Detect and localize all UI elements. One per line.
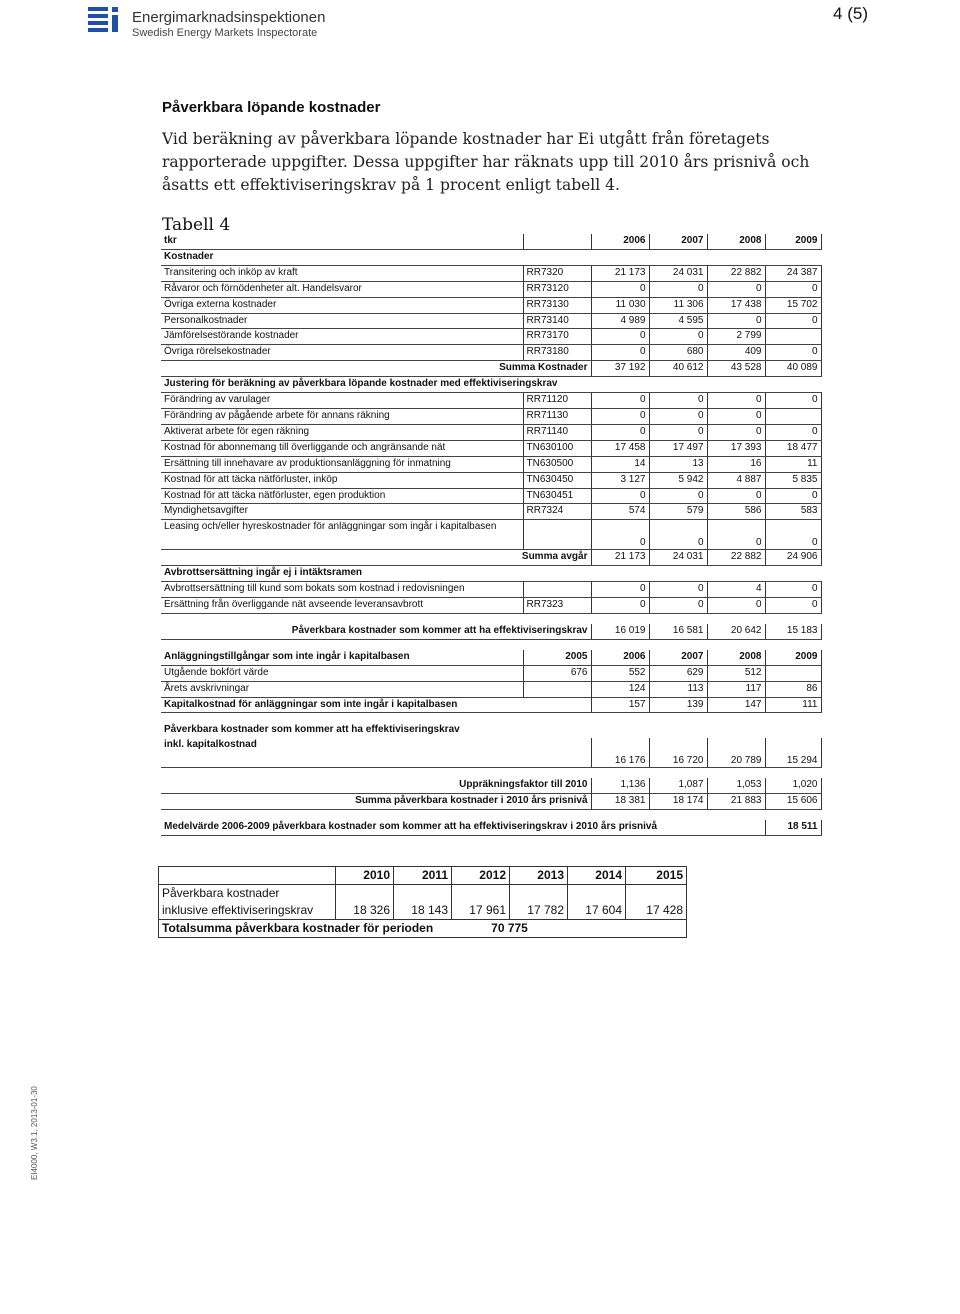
table-cell: Årets avskrivningar <box>161 681 523 697</box>
table-cell: 0 <box>765 345 821 361</box>
table-cell: Summa avgår <box>161 550 591 566</box>
table-cell: 11 <box>765 456 821 472</box>
table-cell: 15 606 <box>765 794 821 810</box>
table-cell: 0 <box>649 424 707 440</box>
table-cell: 43 528 <box>707 361 765 377</box>
table-cell: 16 176 <box>591 738 649 768</box>
table-cell: Utgående bokfört värde <box>161 665 523 681</box>
table-cell: 2005 <box>523 650 591 665</box>
table-cell: 1,020 <box>765 778 821 793</box>
table-cell: 16 720 <box>649 738 707 768</box>
table-row <box>161 440 821 456</box>
table-cell: 1,053 <box>707 778 765 793</box>
table-cell: 17 438 <box>707 297 765 313</box>
table-cell: 2007 <box>649 234 707 249</box>
table-cell: Aktiverat arbete för egen räkning <box>161 424 523 440</box>
ei-logo-icon <box>88 5 122 39</box>
table-cell: 0 <box>765 393 821 409</box>
table-cell: 0 <box>591 598 649 614</box>
table-cell: TN630500 <box>523 456 591 472</box>
table-cell: RR73140 <box>523 313 591 329</box>
table-cell: 0 <box>591 281 649 297</box>
table-cell: 0 <box>649 598 707 614</box>
table-cell: 24 387 <box>765 265 821 281</box>
table-cell: 20 789 <box>707 738 765 768</box>
period-total-row <box>159 920 687 938</box>
table-cell: 2006 <box>591 234 649 249</box>
table-row <box>161 504 821 520</box>
table-cell: RR73130 <box>523 297 591 313</box>
table-cell: 2009 <box>765 650 821 665</box>
kapital-row <box>161 697 821 713</box>
intro-paragraph: Vid beräkning av påverkbara löpande kostnader har Ei utgått från företagets rapporterade uppgifter. Dessa uppgifter har räknats upp till 2010 års prisnivå och åsatts ett effektiviseringskrav på 1 procent enligt tabell 4. <box>162 130 810 194</box>
table-cell: 0 <box>649 393 707 409</box>
table-cell: 40 089 <box>765 361 821 377</box>
table-cell: 409 <box>707 345 765 361</box>
table-cell: Justering för beräkning av påverkbara löpande kostnader med effektiviseringskrav <box>161 377 821 393</box>
summa-kostnader-row <box>161 361 821 377</box>
table-cell: 0 <box>591 488 649 504</box>
table-cell: 18 511 <box>765 820 821 835</box>
table-cell <box>765 665 821 681</box>
empty-cell <box>161 713 821 724</box>
table-cell <box>523 520 591 550</box>
org-name: Energimarknadsinspektionen <box>132 9 326 26</box>
empty-cell <box>161 613 821 624</box>
table-cell: 5 942 <box>649 472 707 488</box>
period-values-row <box>159 902 687 920</box>
table-cell: RR7320 <box>523 265 591 281</box>
table-cell: 14 <box>591 456 649 472</box>
org-subtitle: Swedish Energy Markets Inspectorate <box>132 27 318 39</box>
table-cell: 0 <box>707 598 765 614</box>
table-cell: Ersättning från överliggande nät avseende leveransavbrott <box>161 598 523 614</box>
table-cell: Avbrottsersättning ingår ej i intäktsramen <box>161 566 821 582</box>
table-cell: 111 <box>765 697 821 713</box>
leasing-row <box>161 520 821 550</box>
table-cell: 0 <box>765 424 821 440</box>
empty-cell <box>161 768 821 779</box>
table-row <box>161 313 821 329</box>
spacer-row <box>161 639 821 650</box>
table-cell: 0 <box>707 393 765 409</box>
table-cell: Transitering och inköp av kraft <box>161 265 523 281</box>
table-cell: 117 <box>707 681 765 697</box>
table-cell: 24 031 <box>649 265 707 281</box>
table-cell: TN630100 <box>523 440 591 456</box>
table-cell: 0 <box>765 488 821 504</box>
table-cell: 13 <box>649 456 707 472</box>
table-cell: 0 <box>707 408 765 424</box>
table-cell: 22 882 <box>707 550 765 566</box>
table-cell: Förändring av varulager <box>161 393 523 409</box>
table-cell: 0 <box>765 598 821 614</box>
value-cell: 17 961 <box>452 902 510 920</box>
table-cell: 0 <box>649 582 707 598</box>
table-cell: 17 393 <box>707 440 765 456</box>
table-cell: Kostnad för abonnemang till överliggande och angränsande nät <box>161 440 523 456</box>
table-cell: 0 <box>591 520 649 550</box>
table-cell: Myndighetsavgifter <box>161 504 523 520</box>
table-cell: 18 381 <box>591 794 649 810</box>
table-cell: Kostnad för att täcka nätförluster, egen produktion <box>161 488 523 504</box>
table-cell: RR73120 <box>523 281 591 297</box>
table-cell: 16 019 <box>591 624 649 639</box>
value-cell: 17 604 <box>568 902 626 920</box>
table-cell: 3 127 <box>591 472 649 488</box>
table-cell: 157 <box>591 697 649 713</box>
table-row <box>161 265 821 281</box>
table-row <box>161 424 821 440</box>
table-cell: 2008 <box>707 650 765 665</box>
value-cell: 17 782 <box>510 902 568 920</box>
table-cell: tkr <box>161 234 523 249</box>
table-cell: 22 882 <box>707 265 765 281</box>
table-cell: 0 <box>707 424 765 440</box>
period-header-row <box>159 867 687 885</box>
inkl-row <box>161 738 821 768</box>
table-cell: 2008 <box>707 234 765 249</box>
table-cell: 0 <box>591 582 649 598</box>
table-cell: 0 <box>707 313 765 329</box>
table-cell: 5 835 <box>765 472 821 488</box>
table-cell: RR71120 <box>523 393 591 409</box>
empty-cell <box>161 639 821 650</box>
table-cell: 40 612 <box>649 361 707 377</box>
table-row <box>161 488 821 504</box>
medel-row <box>161 820 821 835</box>
table-row <box>161 281 821 297</box>
table-cell: 15 294 <box>765 738 821 768</box>
summa-avgar-row <box>161 550 821 566</box>
table-cell: 0 <box>649 329 707 345</box>
table-cell: 629 <box>649 665 707 681</box>
table-cell: RR73170 <box>523 329 591 345</box>
spacer-row <box>161 768 821 779</box>
table-cell: Ersättning till innehavare av produktionsanläggning för inmatning <box>161 456 523 472</box>
table-row <box>161 472 821 488</box>
table-cell: 552 <box>591 665 649 681</box>
table-cell: Avbrottsersättning till kund som bokats som kostnad i redovisningen <box>161 582 523 598</box>
table-cell: 0 <box>649 281 707 297</box>
table-cell: 0 <box>591 408 649 424</box>
table-row <box>161 393 821 409</box>
table-cell: Övriga externa kostnader <box>161 297 523 313</box>
year-cell: 2014 <box>568 867 626 885</box>
table-cell: 1,136 <box>591 778 649 793</box>
table-cell: 17 497 <box>649 440 707 456</box>
table-cell: 11 030 <box>591 297 649 313</box>
table-cell <box>523 234 591 249</box>
table-row <box>161 329 821 345</box>
table-cell: 18 174 <box>649 794 707 810</box>
table-cell: 0 <box>649 520 707 550</box>
table-cell: 676 <box>523 665 591 681</box>
table-cell: 0 <box>649 488 707 504</box>
table-cell: 0 <box>765 313 821 329</box>
table-cell: 0 <box>591 345 649 361</box>
table-cell: 15 702 <box>765 297 821 313</box>
table-cell: 4 887 <box>707 472 765 488</box>
table-cell: Övriga rörelsekostnader <box>161 345 523 361</box>
table-cell: Leasing och/eller hyreskostnader för anläggningar som ingår i kapitalbasen <box>161 520 523 550</box>
table-cell: 583 <box>765 504 821 520</box>
table-cell: 147 <box>707 697 765 713</box>
table-cell: 0 <box>707 488 765 504</box>
document-reference: EI4000, W3.1, 2013-01-30 <box>30 1086 39 1180</box>
table-cell: 0 <box>591 393 649 409</box>
period-label: inklusive effektiviseringskrav <box>159 902 336 920</box>
table-cell: 680 <box>649 345 707 361</box>
table-cell: 0 <box>591 329 649 345</box>
page-number: 4 (5) <box>833 4 868 23</box>
table-cell <box>765 408 821 424</box>
table-cell: 4 595 <box>649 313 707 329</box>
table-cell: 0 <box>591 424 649 440</box>
table-row <box>161 598 821 614</box>
table-cell: RR71140 <box>523 424 591 440</box>
total-value: 70 775 <box>491 921 528 935</box>
table-cell: Kostnader <box>161 249 821 265</box>
table-cell: 24 031 <box>649 550 707 566</box>
table-cell: 0 <box>765 520 821 550</box>
table-cell: 2009 <box>765 234 821 249</box>
table-cell: 0 <box>765 582 821 598</box>
table-cell: 124 <box>591 681 649 697</box>
table-cell: 20 642 <box>707 624 765 639</box>
spacer-row <box>161 810 821 821</box>
table-cell: Personalkostnader <box>161 313 523 329</box>
table-cell: 21 173 <box>591 550 649 566</box>
table-cell: Anläggningstillgångar som inte ingår i kapitalbasen <box>161 650 523 665</box>
table-cell: 113 <box>649 681 707 697</box>
section-heading: Påverkbara löpande kostnader <box>162 99 381 116</box>
table-cell: Summa Kostnader <box>161 361 591 377</box>
table-row <box>161 297 821 313</box>
table-cell: Påverkbara kostnader som kommer att ha effektiviseringskrav <box>161 624 591 639</box>
uppraknings-row <box>161 778 821 793</box>
table-cell: 21 883 <box>707 794 765 810</box>
table-cell: Påverkbara kostnader som kommer att ha effektiviseringskrav <box>164 724 460 736</box>
table-header-row <box>161 234 821 249</box>
table-cell: Jämförelsestörande kostnader <box>161 329 523 345</box>
table-cell: 0 <box>765 281 821 297</box>
table-cell: 24 906 <box>765 550 821 566</box>
table-cell <box>765 329 821 345</box>
table-title: Tabell 4 <box>162 215 231 235</box>
table-cell: 1,087 <box>649 778 707 793</box>
table-cell: 2006 <box>591 650 649 665</box>
year-cell: 2015 <box>626 867 687 885</box>
period-label: Påverkbara kostnader <box>159 885 336 903</box>
value-cell: 17 428 <box>626 902 687 920</box>
table-cell: 2007 <box>649 650 707 665</box>
anl-header-row <box>161 650 821 665</box>
cost-table <box>161 234 822 836</box>
year-cell: 2011 <box>394 867 452 885</box>
table-cell: 139 <box>649 697 707 713</box>
table-row <box>161 681 821 697</box>
table-row <box>161 456 821 472</box>
table-cell <box>523 582 591 598</box>
table-cell: inkl. kapitalkostnad <box>161 738 591 768</box>
table-cell: 512 <box>707 665 765 681</box>
table-cell: 16 581 <box>649 624 707 639</box>
table-cell: 586 <box>707 504 765 520</box>
table-cell: RR73180 <box>523 345 591 361</box>
table-cell: 86 <box>765 681 821 697</box>
table-row <box>161 345 821 361</box>
section-label-row <box>161 377 821 393</box>
table-cell: 4 989 <box>591 313 649 329</box>
inkl-label-row <box>161 723 821 738</box>
table-cell: 11 306 <box>649 297 707 313</box>
paverkbara-row <box>161 624 821 639</box>
table-cell: 574 <box>591 504 649 520</box>
table-cell: RR7323 <box>523 598 591 614</box>
empty-cell <box>161 810 821 821</box>
table-cell: TN630451 <box>523 488 591 504</box>
table-cell: Summa påverkbara kostnader i 2010 års prisnivå <box>161 794 591 810</box>
table-cell: 0 <box>707 520 765 550</box>
table-cell: RR7324 <box>523 504 591 520</box>
table-row <box>161 665 821 681</box>
section-label-row <box>161 566 821 582</box>
table-cell: 15 183 <box>765 624 821 639</box>
table-cell: 4 <box>707 582 765 598</box>
table-row <box>161 408 821 424</box>
table-cell: Kostnad för att täcka nätförluster, inköp <box>161 472 523 488</box>
section-label-row <box>161 249 821 265</box>
year-cell: 2010 <box>336 867 394 885</box>
table-cell: 579 <box>649 504 707 520</box>
spacer-row <box>161 613 821 624</box>
table-cell: 21 173 <box>591 265 649 281</box>
table-cell: RR71130 <box>523 408 591 424</box>
total-label: Totalsumma påverkbara kostnader för perioden <box>162 921 434 935</box>
value-cell: 18 326 <box>336 902 394 920</box>
value-cell: 18 143 <box>394 902 452 920</box>
year-cell: 2013 <box>510 867 568 885</box>
table-cell: 2 799 <box>707 329 765 345</box>
table-cell: 17 458 <box>591 440 649 456</box>
period-label-row <box>159 885 687 903</box>
table-cell: 0 <box>649 408 707 424</box>
table-cell: 16 <box>707 456 765 472</box>
table-cell: Råvaror och förnödenheter alt. Handelsvaror <box>161 281 523 297</box>
table-cell: 37 192 <box>591 361 649 377</box>
year-cell: 2012 <box>452 867 510 885</box>
table-cell: Förändring av pågående arbete för annans räkning <box>161 408 523 424</box>
table-cell <box>523 681 591 697</box>
table-cell: Kapitalkostnad för anläggningar som inte ingår i kapitalbasen <box>161 697 591 713</box>
period-table <box>158 866 687 938</box>
summa-2010-row <box>161 794 821 810</box>
table-cell: 18 477 <box>765 440 821 456</box>
table-row <box>161 582 821 598</box>
table-cell: Uppräkningsfaktor till 2010 <box>161 778 591 793</box>
spacer-row <box>161 713 821 724</box>
table-cell: TN630450 <box>523 472 591 488</box>
table-cell: Medelvärde 2006-2009 påverkbara kostnader som kommer att ha effektiviseringskrav i 2010 års prisnivå <box>161 820 765 835</box>
table-cell: 0 <box>707 281 765 297</box>
